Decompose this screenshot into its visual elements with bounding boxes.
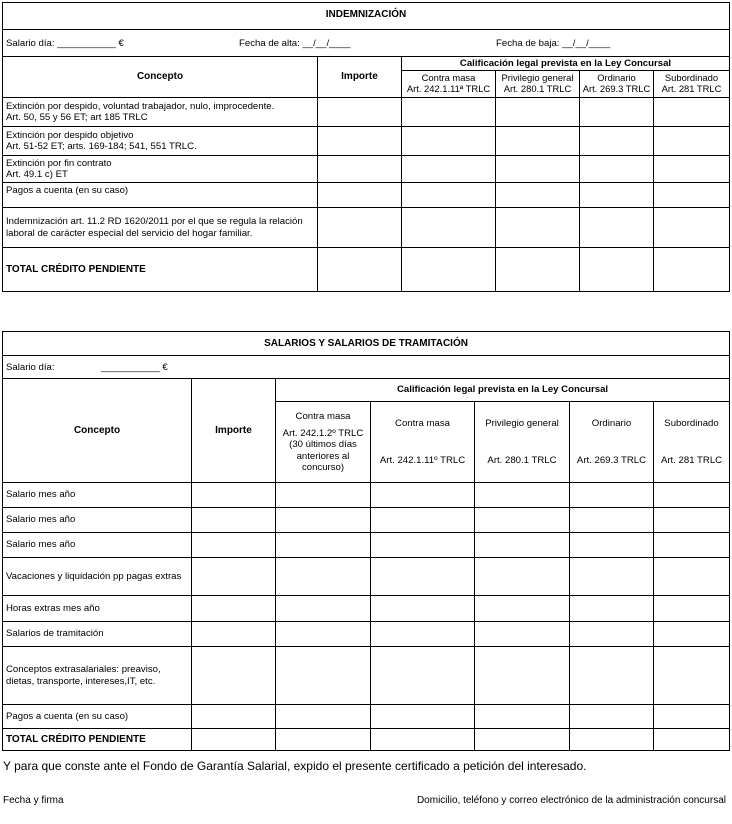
cell[interactable]	[276, 622, 371, 647]
row-concepto: Extinción por fin contrato Art. 49.1 c) ET	[3, 156, 318, 183]
cell[interactable]	[654, 483, 730, 508]
importe-cell[interactable]	[192, 647, 276, 705]
cell[interactable]	[654, 156, 730, 183]
cell[interactable]	[402, 156, 496, 183]
cell[interactable]	[654, 127, 730, 156]
domicilio-label: Domicilio, teléfono y correo electrónico de la administración concursal	[416, 795, 726, 806]
importe-cell[interactable]	[318, 127, 402, 156]
cell[interactable]	[496, 156, 580, 183]
cell[interactable]	[580, 208, 654, 248]
importe-cell[interactable]	[192, 705, 276, 729]
row-concepto: Vacaciones y liquidación pp pagas extras	[3, 558, 192, 596]
table-row	[3, 483, 730, 508]
cell[interactable]	[276, 729, 371, 751]
col-contra-masa-30-dias: Contra masa Art. 242.1.2º TRLC (30 últimos días anteriores al concurso)	[276, 402, 371, 483]
salarios-dia-row	[3, 356, 730, 379]
importe-cell[interactable]	[192, 729, 276, 751]
table-row	[3, 508, 730, 533]
cell[interactable]	[475, 558, 570, 596]
importe-cell[interactable]	[192, 483, 276, 508]
cell[interactable]	[371, 596, 475, 622]
cell[interactable]	[496, 127, 580, 156]
cell[interactable]	[654, 729, 730, 751]
cell[interactable]	[654, 508, 730, 533]
cell[interactable]	[371, 558, 475, 596]
cell[interactable]	[276, 508, 371, 533]
cell[interactable]	[654, 622, 730, 647]
cell[interactable]	[580, 156, 654, 183]
cell[interactable]	[654, 208, 730, 248]
table-row	[3, 596, 730, 622]
cell[interactable]	[496, 98, 580, 127]
cell[interactable]	[402, 127, 496, 156]
cell[interactable]	[570, 647, 654, 705]
cell[interactable]	[496, 208, 580, 248]
cell[interactable]	[371, 533, 475, 558]
row-concepto: Salario mes año	[3, 483, 192, 508]
cell[interactable]	[475, 622, 570, 647]
cell[interactable]	[580, 98, 654, 127]
cell[interactable]	[475, 647, 570, 705]
concepto-header: Concepto	[3, 57, 318, 98]
col-privilegio-general: Privilegio general Art. 280.1 TRLC	[475, 402, 570, 483]
col-subordinado: Subordinado Art. 281 TRLC	[654, 71, 730, 98]
cell[interactable]	[371, 705, 475, 729]
cell[interactable]	[475, 483, 570, 508]
cell[interactable]	[402, 183, 496, 208]
total-label: TOTAL CRÉDITO PENDIENTE	[3, 248, 318, 292]
cell[interactable]	[654, 248, 730, 292]
cell[interactable]	[276, 558, 371, 596]
cell[interactable]	[276, 705, 371, 729]
row-concepto: Pagos a cuenta (en su caso)	[3, 183, 318, 208]
cell[interactable]	[654, 533, 730, 558]
importe-cell[interactable]	[318, 183, 402, 208]
importe-header: Importe	[192, 379, 276, 483]
table-row	[3, 208, 730, 248]
fecha-baja-field[interactable]: Fecha de baja: __/__/____	[496, 38, 611, 49]
cell[interactable]	[475, 533, 570, 558]
cell[interactable]	[570, 483, 654, 508]
col-contra-masa: Contra masa Art. 242.1.11ª TRLC	[402, 71, 496, 98]
cell[interactable]	[276, 533, 371, 558]
concepto-header: Concepto	[3, 379, 192, 483]
salario-dia-field[interactable]: Salario día: ___________ €	[6, 38, 124, 49]
cell[interactable]	[654, 98, 730, 127]
table-row	[3, 127, 730, 156]
row-concepto: Extinción por despido objetivo Art. 51-52 ET; arts. 169-184; 541, 551 TRLC.	[3, 127, 318, 156]
cell[interactable]	[371, 729, 475, 751]
row-concepto: Salarios de tramitación	[3, 622, 192, 647]
row-concepto: Conceptos extrasalariales: preaviso, dietas, transporte, intereses,IT, etc.	[3, 647, 192, 705]
cell[interactable]	[570, 558, 654, 596]
total-label: TOTAL CRÉDITO PENDIENTE	[3, 729, 192, 751]
total-row	[3, 729, 730, 751]
cell[interactable]	[654, 183, 730, 208]
salario-dia-label: Salario día:	[6, 362, 55, 373]
table-row	[3, 558, 730, 596]
importe-cell[interactable]	[192, 622, 276, 647]
cell[interactable]	[276, 596, 371, 622]
cell[interactable]	[475, 705, 570, 729]
cell[interactable]	[276, 647, 371, 705]
importe-cell[interactable]	[318, 248, 402, 292]
certificate-statement: Y para que conste ante el Fondo de Garantía Salarial, expido el presente certificado a petición del interesado.	[3, 759, 587, 773]
row-concepto: Salario mes año	[3, 508, 192, 533]
cell[interactable]	[654, 705, 730, 729]
cell[interactable]	[580, 183, 654, 208]
cell[interactable]	[402, 248, 496, 292]
table-row	[3, 98, 730, 127]
table-row	[3, 156, 730, 183]
cell[interactable]	[654, 647, 730, 705]
cell[interactable]	[475, 596, 570, 622]
cell[interactable]	[402, 98, 496, 127]
row-concepto: Salario mes año	[3, 533, 192, 558]
fecha-firma-label: Fecha y firma	[3, 795, 64, 806]
col-privilegio-general: Privilegio general Art. 280.1 TRLC	[496, 71, 580, 98]
col-ordinario: Ordinario Art. 269.3 TRLC	[570, 402, 654, 483]
salario-dia-input[interactable]: ___________ €	[101, 362, 168, 373]
importe-cell[interactable]	[192, 596, 276, 622]
cell[interactable]	[496, 183, 580, 208]
cell[interactable]	[371, 622, 475, 647]
cell[interactable]	[475, 729, 570, 751]
calificacion-header: Calificación legal prevista en la Ley Concursal	[276, 379, 730, 402]
indemnizacion-dates-row	[3, 30, 730, 57]
row-concepto: Horas extras mes año	[3, 596, 192, 622]
total-row	[3, 248, 730, 292]
table-row	[3, 533, 730, 558]
indemnizacion-title: INDEMNIZACIÓN	[3, 3, 730, 30]
table-row	[3, 647, 730, 705]
importe-header: Importe	[318, 57, 402, 98]
table-row	[3, 622, 730, 647]
indemnizacion-table	[2, 2, 730, 292]
cell[interactable]	[475, 508, 570, 533]
importe-cell[interactable]	[318, 208, 402, 248]
row-concepto: Indemnización art. 11.2 RD 1620/2011 por el que se regula la relación laboral de carácter especial del servicio del hogar familiar.	[3, 208, 318, 248]
cell[interactable]	[580, 127, 654, 156]
cell[interactable]	[654, 596, 730, 622]
cell[interactable]	[580, 248, 654, 292]
col-subordinado: Subordinado Art. 281 TRLC	[654, 402, 730, 483]
importe-cell[interactable]	[192, 508, 276, 533]
cell[interactable]	[496, 248, 580, 292]
cell[interactable]	[570, 705, 654, 729]
cell[interactable]	[402, 208, 496, 248]
cell[interactable]	[371, 508, 475, 533]
cell[interactable]	[570, 729, 654, 751]
fecha-alta-field[interactable]: Fecha de alta: __/__/____	[239, 38, 351, 49]
row-concepto: Pagos a cuenta (en su caso)	[3, 705, 192, 729]
cell[interactable]	[654, 558, 730, 596]
cell[interactable]	[570, 622, 654, 647]
salarios-title: SALARIOS Y SALARIOS DE TRAMITACIÓN	[3, 332, 730, 356]
cell[interactable]	[570, 596, 654, 622]
table-row	[3, 705, 730, 729]
row-concepto: Extinción por despido, voluntad trabajador, nulo, improcedente. Art. 50, 55 y 56 ET; art 185 TRLC	[3, 98, 318, 127]
importe-cell[interactable]	[192, 533, 276, 558]
cell[interactable]	[371, 483, 475, 508]
cell[interactable]	[371, 647, 475, 705]
col-contra-masa: Contra masa Art. 242.1.11º TRLC	[371, 402, 475, 483]
salarios-table	[2, 331, 730, 751]
col-ordinario: Ordinario Art. 269.3 TRLC	[580, 71, 654, 98]
table-row	[3, 183, 730, 208]
importe-cell[interactable]	[318, 156, 402, 183]
importe-cell[interactable]	[192, 558, 276, 596]
cell[interactable]	[570, 533, 654, 558]
importe-cell[interactable]	[318, 98, 402, 127]
cell[interactable]	[276, 483, 371, 508]
cell[interactable]	[570, 508, 654, 533]
calificacion-header: Calificación legal prevista en la Ley Concursal	[402, 57, 730, 71]
